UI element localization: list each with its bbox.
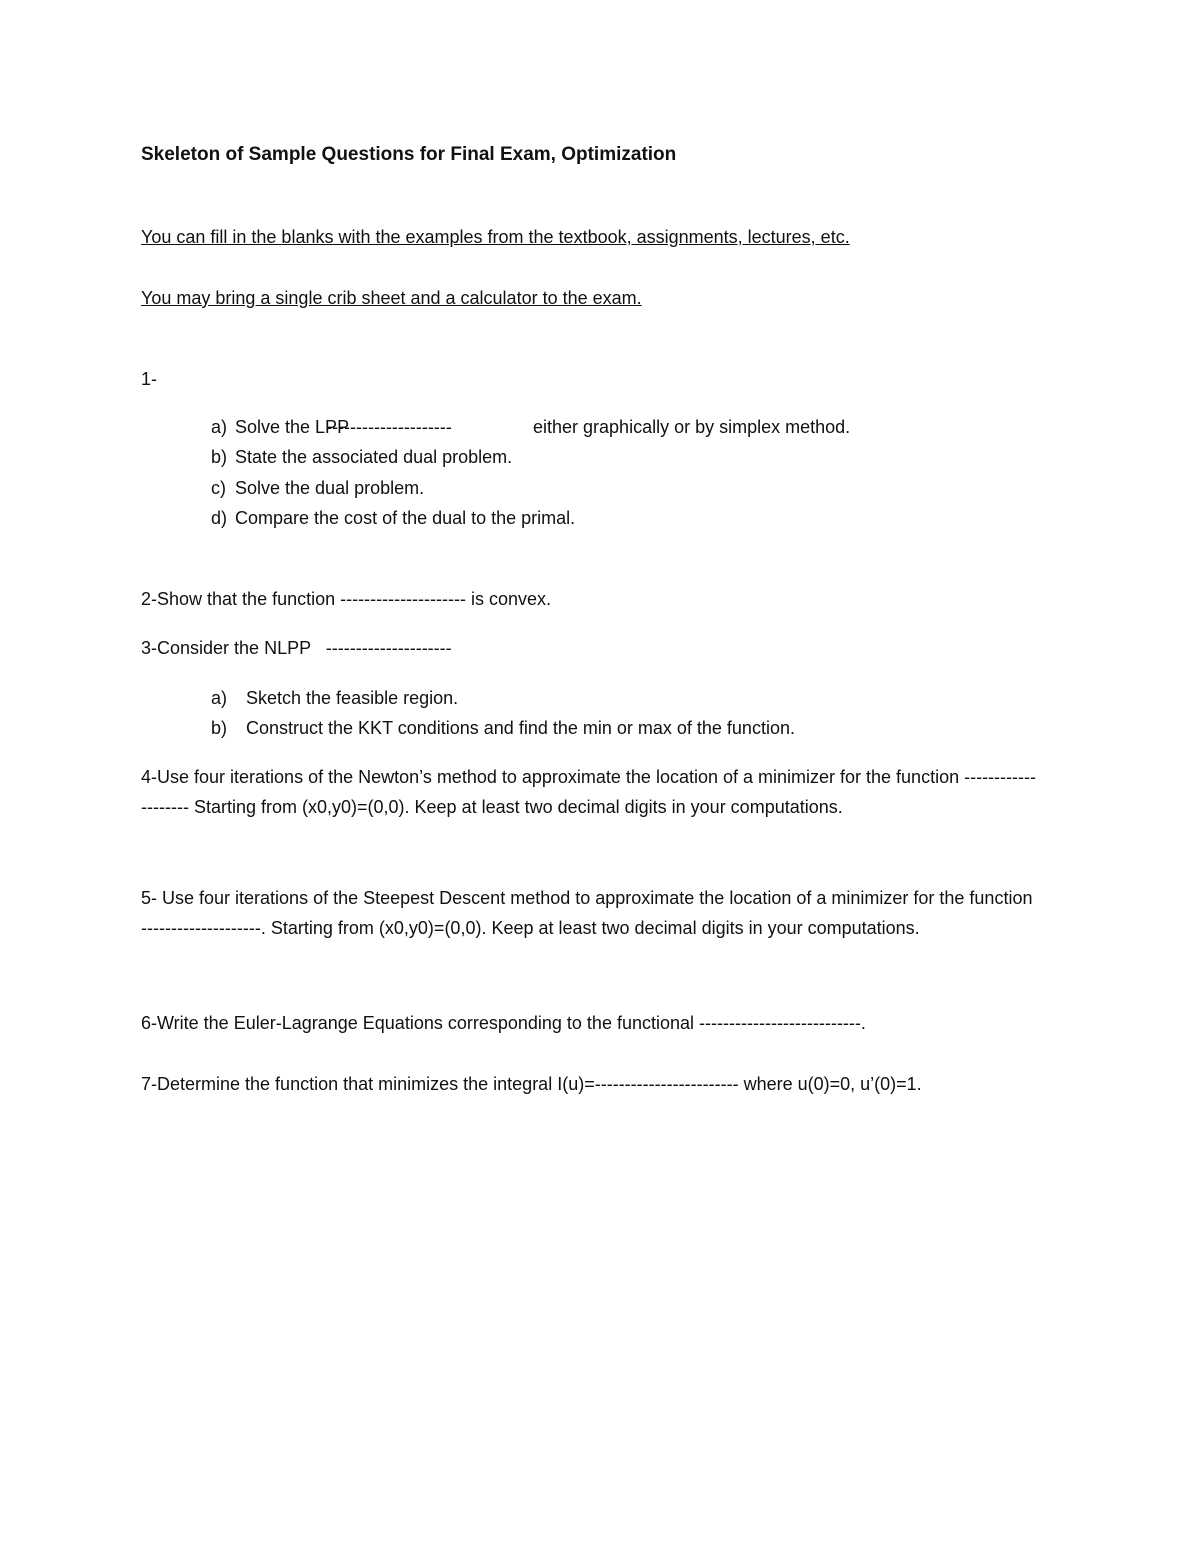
item-text: Sketch the feasible region. xyxy=(246,688,459,708)
question-1-number: 1- xyxy=(141,369,158,389)
question-3 xyxy=(141,636,452,660)
document-title: Skeleton of Sample Questions for Final Exam, Optimization xyxy=(141,144,677,165)
item-text: Solve the LPP xyxy=(235,417,350,437)
item-text: Compare the cost of the dual to the primal. xyxy=(235,508,576,528)
item-label: a) xyxy=(211,688,228,708)
item-text: State the associated dual problem. xyxy=(235,447,513,467)
item-text: Solve the dual problem. xyxy=(235,478,425,498)
question-6: 6-Write the Euler-Lagrange Equations corresponding to the functional ---------------------------. xyxy=(141,1013,866,1033)
item-label: a) xyxy=(211,417,228,437)
item-label: d) xyxy=(211,508,228,528)
question-7: 7-Determine the function that minimizes the integral I(u)=------------------------ where u(0)=0, u’(0)=1. xyxy=(141,1074,922,1094)
fill-in-blank: --------------------- xyxy=(325,638,452,658)
question-3-text: 3-Consider the NLPP xyxy=(141,638,311,658)
item-text: Construct the KKT conditions and find the min or max of the function. xyxy=(246,718,795,738)
instruction-note-crib-sheet: You may bring a single crib sheet and a calculator to the exam. xyxy=(141,288,642,308)
item-label: b) xyxy=(211,718,228,738)
fill-in-blank: --------------------- xyxy=(326,417,452,437)
item-label: b) xyxy=(211,447,228,467)
question-5: 5- Use four iterations of the Steepest Descent method to approximate the location of a minimizer for the function --------------------. Starting from (x0,y0)=(0,0). Keep at least two decimal digits in your computations. xyxy=(141,888,1033,938)
item-text-rest: either graphically or by simplex method. xyxy=(533,417,851,437)
question-2: 2-Show that the function --------------------- is convex. xyxy=(141,589,552,609)
question-4: 4-Use four iterations of the Newton’s method to approximate the location of a minimizer for the function -------------------- Starting from (x0,y0)=(0,0). Keep at least two decimal digits in your computations. xyxy=(141,767,1037,817)
instruction-note-fill-blanks: You can fill in the blanks with the examples from the textbook, assignments, lectures, etc. xyxy=(141,227,850,247)
item-label: c) xyxy=(211,478,226,498)
